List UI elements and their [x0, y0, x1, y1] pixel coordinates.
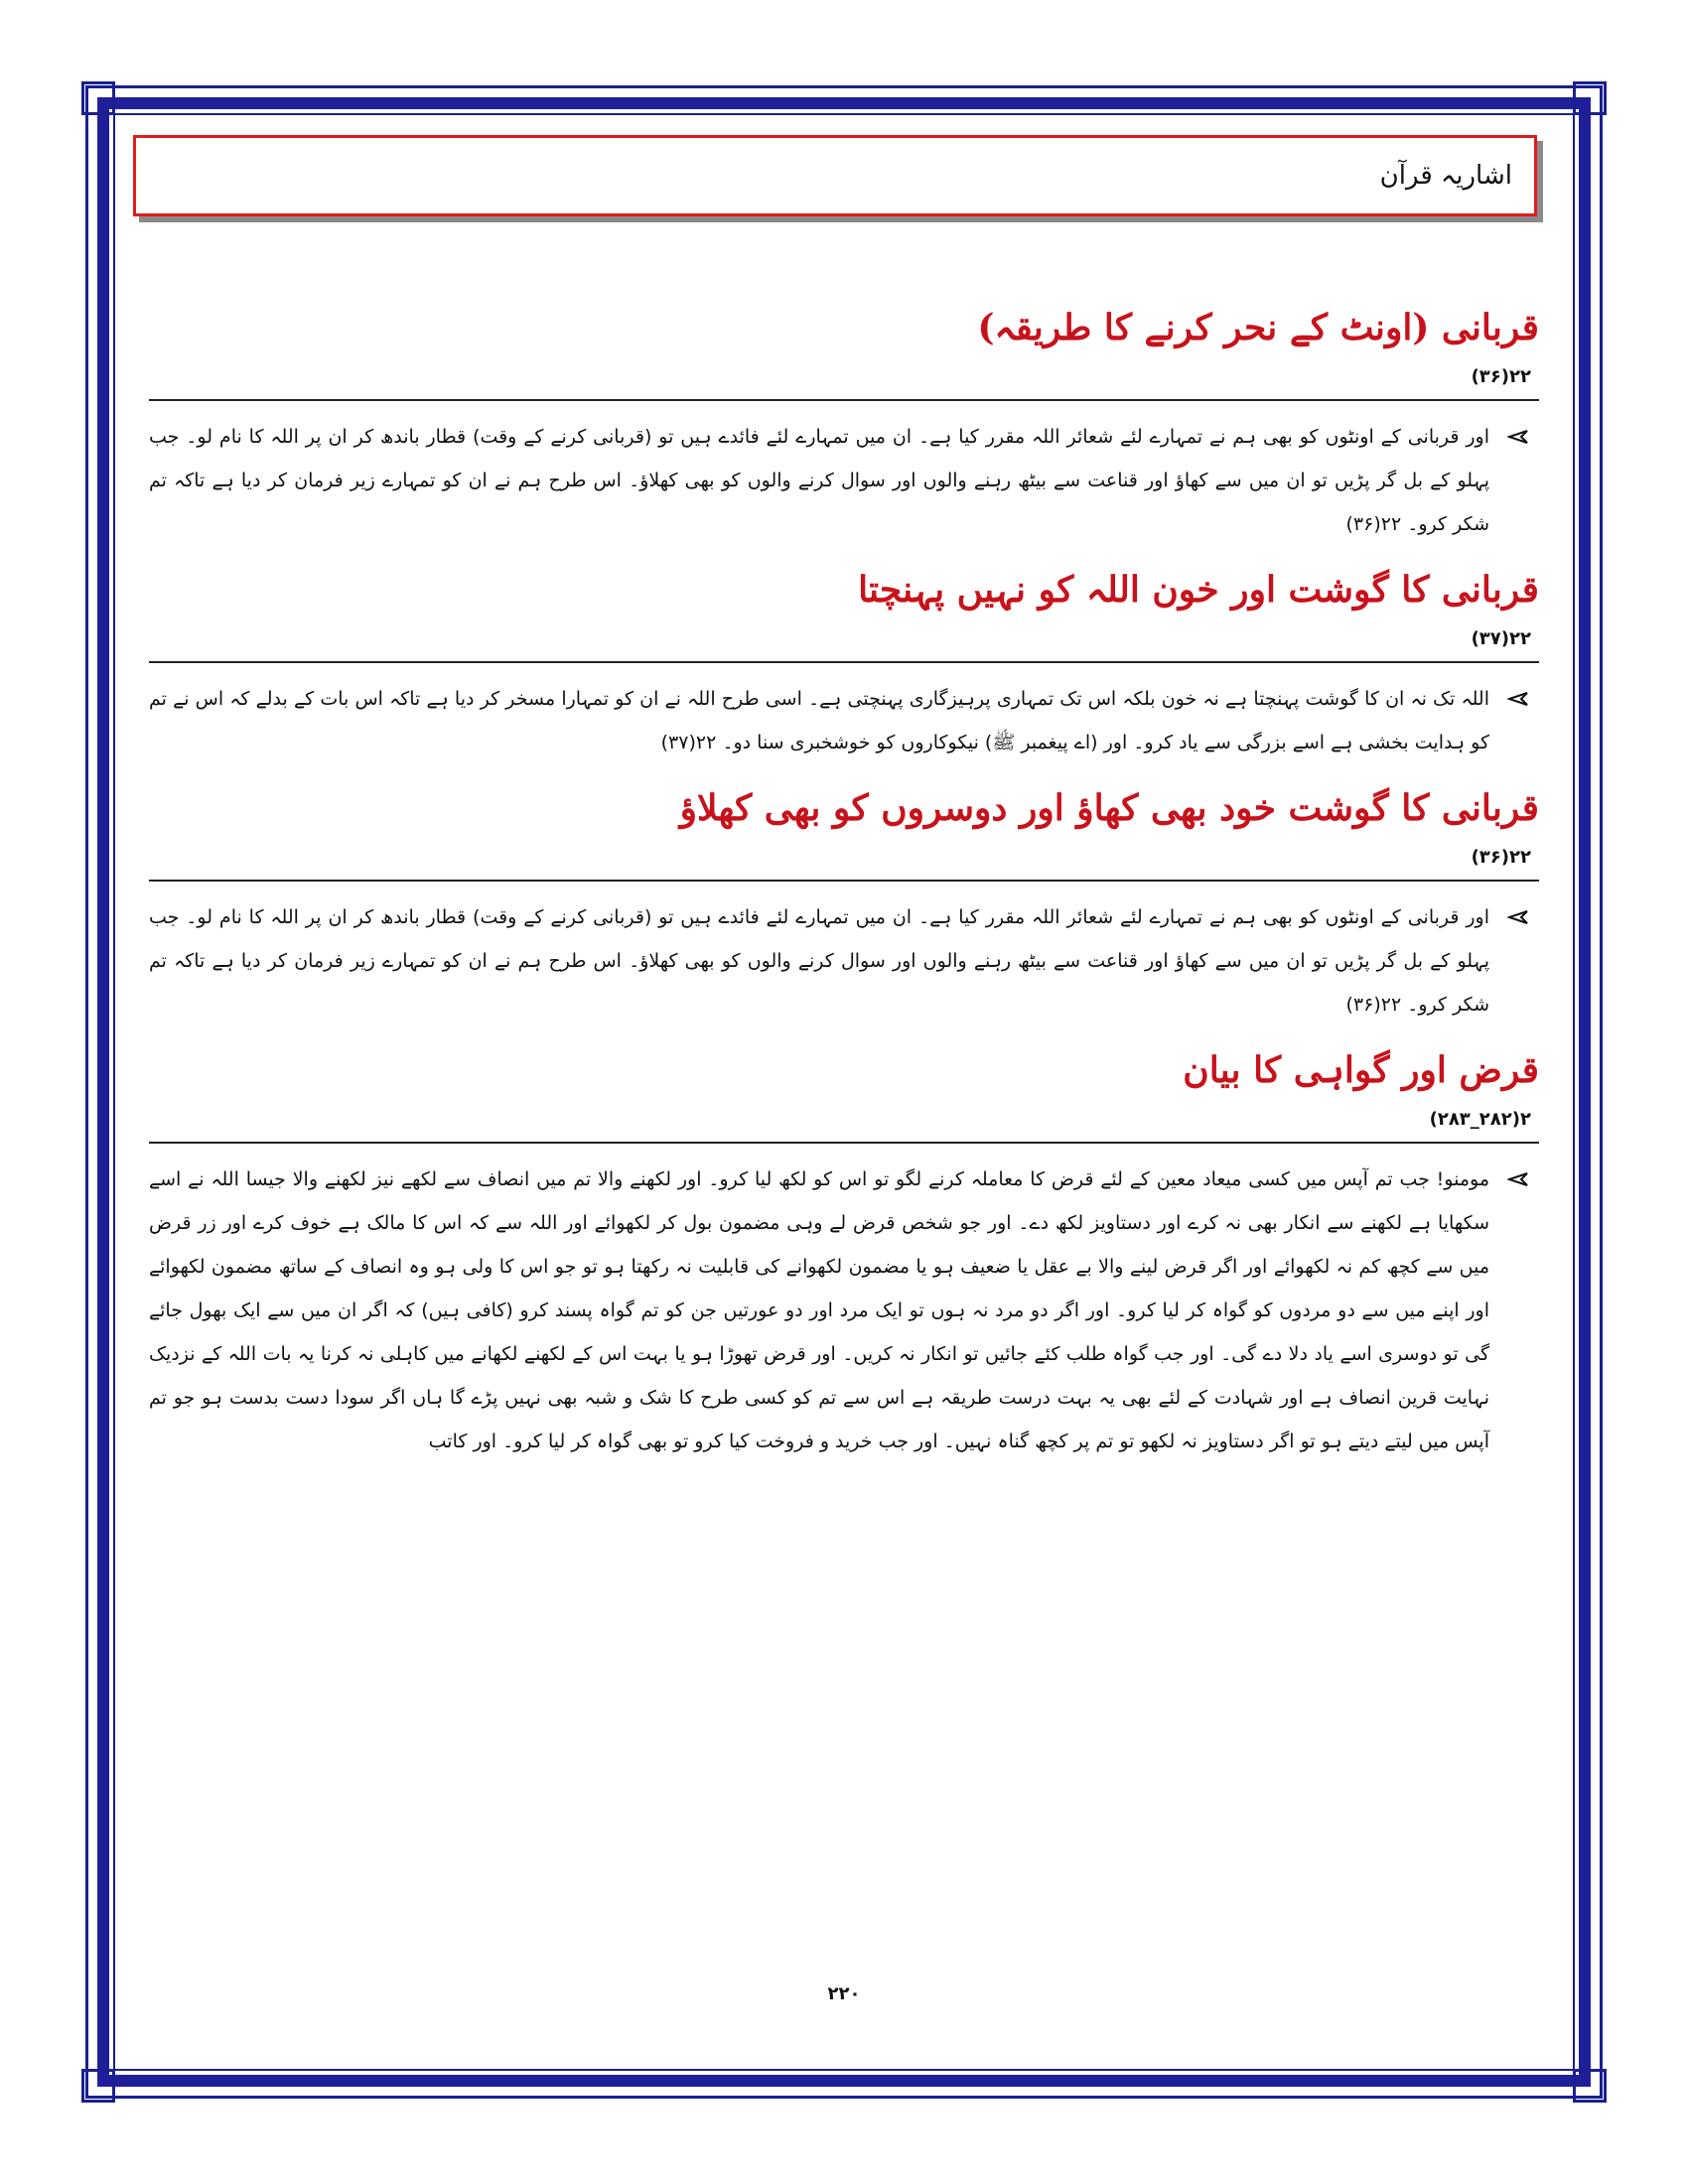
verse-item [149, 663, 1539, 764]
section-reference: ۲۲(۳۷) [1471, 628, 1531, 649]
section [149, 778, 1539, 1026]
verse-item [149, 882, 1539, 1026]
verse-text: مومنو! جب تم آپس میں کسی میعاد معین کے لئے قرض کا معاملہ کرنے لگو تو اس کو لکھ لیا کرو۔ اور لکھنے والا تم میں انصاف سے لکھے نیز لکھنے والا جیسا اللہ نے اسے سکھایا ہے لکھنے سے انکار بھی نہ کرے اور دستاویز لکھ دے۔ اور جو شخص قرض لے وہی مضمون بول کر لکھوائے اور اللہ سے کہ اس کا مالک ہے خوف کرے اور زر قرض میں سے کچھ کم نہ لکھوائے اور اگر قرض لینے والا بے عقل یا ضعیف ہو یا مضمون لکھوانے کی قابلیت نہ رکھتا ہو تو جو اس کا ولی ہو وہ انصاف کے ساتھ مضمون لکھوائے اور اپنے میں سے دو مردوں کو گواہ کر لیا کرو۔ اور اگر دو مرد نہ ہوں تو ایک مرد اور دو عورتیں جن کو تم گواہ پسند کرو (کافی ہیں) کہ اگر ان میں سے ایک بھول جائے گی تو دوسری اسے یاد دلا دے گی۔ اور جب گواہ طلب کئے جائیں تو انکار نہ کریں۔ اور قرض تھوڑا ہو یا بہت اس کے لکھنے لکھانے میں کاہلی نہ کرنا یہ بات اللہ کے نزدیک نہایت قرین انصاف ہے اور شہادت کے لئے بھی یہ بہت درست طریقہ ہے اس سے تم کو کسی طرح کا شک و شبہ بھی نہیں پڑے گا ہاں اگر سودا دست بدست ہو جو تم آپس میں لیتے دیتے ہو تو اگر دستاویز نہ لکھو تو تم پر کچھ گناہ نہیں۔ اور جب خرید و فروخت کیا کرو تو بھی گواہ کر لیا کرو۔ اور کاتب [149, 1168, 1489, 1452]
section [149, 298, 1539, 546]
page-content [149, 298, 1539, 1477]
verse-item [149, 401, 1539, 546]
header-title: اشاریہ قرآن [1379, 161, 1512, 191]
section-heading: قربانی (اونٹ کے نحر کرنے کا طریقہ) [977, 307, 1539, 348]
verse-text: اور قربانی کے اونٹوں کو بھی ہم نے تمہارے لئے شعائر اللہ مقرر کیا ہے۔ ان میں تمہارے لئے فائدے ہیں تو (قربانی کرنے کے وقت) قطار باندھ کر ان پر اللہ کا نام لو۔ جب پہلو کے بل گر پڑیں تو ان میں سے کھاؤ اور قناعت سے بیٹھ رہنے والوں اور سوال کرنے والوں کو بھی کھلاؤ۔ اس طرح ہم نے ان کو تمہارے زیر فرمان کر دیا ہے تاکہ تم شکر کرو۔ ۲۲(۳۶) [149, 426, 1489, 535]
header-banner [133, 135, 1537, 216]
section-heading: قرض اور گواہی کا بیان [1183, 1049, 1539, 1091]
section-reference: ۲۲(۳۶) [1471, 847, 1531, 868]
arrowhead-bullet-icon [1505, 1158, 1531, 1201]
section-heading: قربانی کا گوشت خود بھی کھاؤ اور دوسروں کو بھی کھلاؤ [679, 787, 1539, 829]
corner-ornament [1573, 81, 1607, 115]
arrowhead-bullet-icon [1505, 415, 1531, 459]
verse-item [149, 1144, 1539, 1463]
page-number: ۲۲۰ [827, 1983, 861, 2004]
section-reference: ۲(۲۸۲_۲۸۳) [1429, 1109, 1531, 1130]
section-reference: ۲۲(۳۶) [1471, 366, 1531, 387]
section-heading: قربانی کا گوشت اور خون اللہ کو نہیں پہنچتا [858, 569, 1539, 611]
corner-ornament [81, 2069, 115, 2103]
verse-text: اور قربانی کے اونٹوں کو بھی ہم نے تمہارے لئے شعائر اللہ مقرر کیا ہے۔ ان میں تمہارے لئے فائدے ہیں تو (قربانی کرنے کے وقت) قطار باندھ کر ان پر اللہ کا نام لو۔ جب پہلو کے بل گر پڑیں تو ان میں سے کھاؤ اور قناعت سے بیٹھ رہنے والوں اور سوال کرنے والوں کو بھی کھلاؤ۔ اس طرح ہم نے ان کو تمہارے زیر فرمان کر دیا ہے تاکہ تم شکر کرو۔ ۲۲(۳۶) [149, 906, 1489, 1016]
corner-ornament [1573, 2069, 1607, 2103]
arrowhead-bullet-icon [1505, 677, 1531, 721]
section [149, 560, 1539, 764]
section [149, 1040, 1539, 1463]
verse-text: اللہ تک نہ ان کا گوشت پہنچتا ہے نہ خون بلکہ اس تک تمہاری پرہیزگاری پہنچتی ہے۔ اسی طرح اللہ نے ان کو تمہارا مسخر کر دیا ہے تاکہ اس بات کے بدلے کہ اس نے تم کو ہدایت بخشی ہے اسے بزرگی سے یاد کرو۔ اور (اے پیغمبر ﷺ) نیکوکاروں کو خوشخبری سنا دو۔ ۲۲(۳۷) [149, 688, 1489, 753]
arrowhead-bullet-icon [1505, 895, 1531, 939]
corner-ornament [81, 81, 115, 115]
